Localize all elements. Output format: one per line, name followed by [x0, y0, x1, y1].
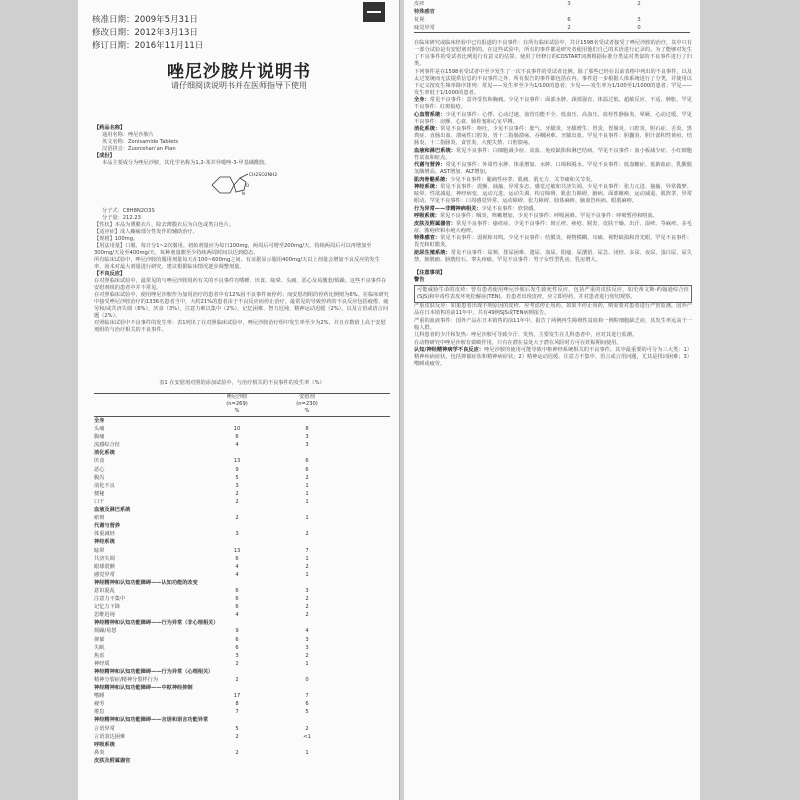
table-row — [94, 466, 390, 474]
table-row — [94, 611, 390, 619]
table-cell-drug: 8 — [235, 701, 239, 708]
table-cell-placebo: 2 — [305, 563, 309, 570]
table-row — [94, 587, 390, 595]
system-section-text: 常见不良事件：意外受伤和胸痛。少见不良事件：面部水肿、颈部强直、体温过低、超敏反应、不适、肿胀。罕见不良事件：红斑狼疮。 — [414, 97, 692, 110]
table-header-blank — [94, 394, 202, 416]
table-cell-drug: 2 — [567, 25, 571, 32]
table-cell-event: 口干 — [94, 498, 105, 505]
table-cell-placebo — [272, 449, 342, 457]
table-cell-drug: 6 — [235, 636, 239, 643]
table-cell-event: 烦躁/易怒 — [94, 628, 117, 635]
table-cell-placebo: <1 — [303, 733, 311, 740]
system-section — [414, 250, 692, 264]
table-cell-drug: 13 — [233, 547, 241, 554]
specification-text: 【规格】100mg。 — [94, 236, 139, 242]
table-cell-drug: 2 — [235, 498, 239, 505]
ingredient-heading: 【成份】 — [94, 153, 115, 159]
table-cell-placebo: 0 — [305, 677, 309, 683]
drug-name-section — [94, 125, 390, 167]
table-cell-drug — [202, 417, 272, 425]
approval-date: 核准日期：2009年5月31日 — [92, 15, 198, 25]
system-section-heading: 特殊感官： — [414, 235, 441, 241]
table-row — [94, 530, 390, 538]
table-cell-event: 注意力不集中 — [94, 596, 126, 603]
right-text-block — [414, 40, 692, 369]
table-row — [414, 24, 690, 32]
table-cell-drug: 10 — [233, 426, 241, 433]
table-row — [94, 708, 390, 716]
table-cell-placebo: 1 — [305, 482, 309, 489]
table-cell-drug: 3 — [567, 1, 571, 7]
table-cell-drug — [202, 449, 272, 457]
table-cell-placebo: 3 — [305, 434, 309, 441]
table-row — [94, 555, 390, 563]
table-header-drug: 唑尼沙胺 (n=269) % — [226, 394, 248, 414]
table-cell-placebo: 4 — [305, 628, 309, 635]
table-cell-drug: 2 — [235, 515, 239, 522]
table-cell-placebo: 0 — [637, 25, 641, 32]
drug-details-section — [94, 208, 390, 334]
system-sections — [414, 97, 692, 264]
table-row — [94, 692, 390, 700]
system-section — [414, 126, 692, 147]
table-cell-placebo: 2 — [305, 612, 309, 619]
ingredient-text: 本品主要成分为唑尼沙胺，其化学名称为1,2-苯并异噁唑-3-甲基磺酰胺。 — [102, 160, 270, 166]
table-cell-placebo: 1 — [305, 515, 309, 522]
table-cell-drug: 9 — [235, 628, 239, 635]
table-cell-event: 思维迟钝 — [94, 612, 115, 619]
table-cell-drug: 6 — [235, 587, 239, 594]
table-row — [94, 595, 390, 603]
right-document-page — [404, 0, 700, 800]
table-cell-event: 神经精神和认知功能障碍——行为异常（心理相关） — [94, 668, 214, 675]
english-name: 英文名称：Zonisamide Tablets — [102, 139, 179, 145]
system-section — [414, 177, 692, 184]
table-row — [414, 16, 690, 24]
table-cell-drug: 6 — [567, 17, 571, 24]
table-cell-placebo: 2 — [637, 1, 641, 7]
table-cell-drug: 2 — [235, 490, 239, 497]
revision-dates — [92, 14, 203, 53]
table-cell-event: 意识混乱 — [94, 587, 115, 594]
table-cell-event: 神经精神和认知功能障碍——行为异常（非心理相关） — [94, 620, 219, 627]
table-row — [94, 490, 390, 498]
blood-event-text: 严重的血液事件：国外产品在日本销售的前11年中，报告了两例再生障碍性贫血和一例粒细胞缺乏症，其发生率远高于一般人群。 — [414, 317, 692, 331]
table-cell-drug: 5 — [235, 725, 239, 732]
table-cell-event: 复视 — [414, 17, 425, 24]
table-row — [94, 571, 390, 579]
table-cell-placebo — [272, 579, 342, 587]
table-cell-placebo: 6 — [305, 458, 309, 465]
table-cell-event: 言语表达困难 — [94, 733, 126, 740]
table-cell-event: 流感综合征 — [94, 442, 120, 449]
system-section-heading: 全身： — [414, 97, 430, 103]
table-row — [94, 482, 390, 490]
system-section-heading: 代谢与营养： — [414, 162, 446, 168]
table-cell-drug — [202, 538, 272, 546]
system-section-text: 少见不良事件：心悸、心动过速、血管功能不全、低血压、高血压、血栓性静脉炎、晕厥、心动过缓。罕见不良事件：房颤、心衰、肺栓塞和心室早搏。 — [414, 111, 692, 125]
system-section-heading: 皮肤及附属器官： — [414, 220, 456, 227]
dosage-text: 【用法用量】口服，每日分1~2次服用。初始剂量应为每日100mg，两周后可增至200mg/天，持续两周后可以再增加至300mg/天及至400mg/天，每种剂量都至少持续两周时间以达到稳态。 — [94, 243, 372, 256]
table-cell-placebo: 1 — [305, 749, 309, 756]
system-section-text: 常见不良事件：弱视和耳鸣。少见不良事件：结膜炎、视物模糊、耳痛、视野缺损和青光眼。罕见不良事件：畏光和虹膜炎。 — [414, 235, 692, 248]
table-row — [94, 579, 390, 587]
system-section-text: 常见不良事件：震颤、抽搐、异常步态、感觉过敏和共济失调。少见不良事件：张力亢进、抽搐、异常做梦、眩晕、性欲减退、神经病变、运动亢进、运动失调、构音障碍、肌张力障碍、脑病、面部瘫痪、运动减退、肌阵挛、异常眼动。罕见不良事件：口周感觉异常、运动障碍、张力障碍、肢体麻痹、脑血管疾病、眼肌麻痹。 — [414, 184, 692, 204]
table-cell-drug — [202, 684, 272, 692]
table-cell-event: 特殊感官 — [414, 9, 435, 16]
cognitive-text: 唑尼沙胺的使用可能导致中枢神经系统相关的不良事件。其中最重要的可分为三大类：1）精神疾病症状，包括抑郁症状和精神病症状；2）精神运动迟缓、注意力不集中、语言或言语问题，尤其是找词困难；3）嗜睡或疲劳。 — [414, 347, 692, 367]
table-cell-event: 疲劳 — [94, 701, 105, 708]
pregnancy-text: 在动物研究中唑尼沙胺有致畸作用，只有在潜在益处大于潜在风险时方可在妊娠期间使用。 — [414, 339, 622, 346]
pinyin-name: 汉语拼音：Zuonishan'an Pian — [102, 146, 176, 152]
system-section — [414, 184, 692, 205]
adverse-para-1: 在临床研究或临床经验中已有报道的不良事件：在所有临床试验中，共计1598名受试者接受了唑尼沙胺的治疗，其中只有一部分试验是有安慰剂对照的。在这些试验中，所有的事件都是研究者使用他们自己的术语进行记录的。为了能够对发生了不良事件的受试者比例进行有意义的估算，使用了经修订的COSTART词典根据标准分类法对类似的不良事件进行了归类。 — [414, 40, 692, 67]
system-section-text: 常见不良事件：瘙痒症。少见不良事件：斑丘疹、痤疮、脱发、皮肤干燥、出汗、湿疹、荨麻疹、多毛症、脓疱疹和水疱大疱疹。 — [414, 220, 692, 234]
adverse-text-3: 对照临床试验中不良事件的发生率：表1列出了在对照临床试验中，唑尼沙胺治疗组中发生率至少为2%，并且在数值上高于安慰剂组的与治疗相关的不良事件。 — [94, 320, 386, 333]
table-row — [94, 700, 390, 708]
table-cell-placebo: 5 — [305, 709, 309, 716]
table-row — [94, 636, 390, 644]
table-cell-placebo: 2 — [305, 596, 309, 603]
adverse-para-2: 下列事件是在1598名受试者中至少发生了一次不良事件的受试者比例。除了那些已经在以前表格中列出的不良事件，以及太过笼统而无法提供信息的不良事件之外，所有报告的事件都包括在内。事件进一步根据人体系统进行了分类，并使用以下定义按发生频率降序排列：常见——发生率至少为1/100的患者；少见——发生率为1/100至1/1000的患者；罕见——发生率低于1/1000的患者。 — [414, 68, 692, 96]
table-cell-placebo: 1 — [305, 490, 309, 497]
table-cell-placebo — [272, 757, 342, 765]
table-cell-drug: 13 — [233, 458, 241, 465]
table-cell-event: 共济失调 — [94, 555, 115, 562]
cognitive-heading: 认知/神经精神病学不良反应： — [414, 347, 485, 353]
table-row — [94, 725, 390, 733]
table-cell-placebo — [272, 417, 342, 425]
table-cell-drug: 4 — [235, 563, 239, 570]
table-row — [94, 668, 390, 676]
table-cell-event: 消化不良 — [94, 482, 115, 489]
system-section-text: 少见不良事件：腿痛性痉挛、肌痛、肌无力、关节痛和关节炎。 — [450, 176, 596, 183]
table-row — [94, 563, 390, 571]
table-cell-event: 腹痛 — [94, 434, 105, 441]
table-cell-event: 代谢与营养 — [94, 523, 120, 530]
system-section-heading: 消化系统： — [414, 126, 441, 132]
table-header-placebo: 安慰剂 (n=230) % — [296, 394, 318, 414]
table-row — [94, 522, 390, 530]
table-cell-event: 血液及淋巴系统 — [94, 507, 131, 514]
table-cell-placebo: 2 — [305, 725, 309, 732]
warning-heading: 警告 — [414, 277, 425, 283]
table-cell-event: 神经精神和认知功能障碍——中枢神经抑制 — [94, 685, 193, 692]
table-cell-drug — [202, 668, 272, 676]
table-cell-placebo: 8 — [305, 426, 309, 433]
dosage-text-2: 所有临床试验中，唑尼沙胺的服用剂量每天在100~600mg之间。有证据显示服用400mg/天以上剂量会增加不良反应的发生率，尚未对最大剂量进行研究，建议根据临床情况逐步调整剂量。 — [94, 257, 380, 270]
table-cell-drug: 6 — [235, 434, 239, 441]
table-cell-event: 全身 — [94, 418, 105, 424]
table-cell-placebo: 1 — [305, 571, 309, 578]
table-cell-placebo: 3 — [305, 587, 309, 594]
table-row — [94, 498, 390, 506]
table-cell-event: 失眠 — [94, 644, 105, 651]
table-cell-placebo: 7 — [305, 547, 309, 554]
table-cell-event: 皮肤及附属器官 — [94, 757, 131, 764]
table-body — [94, 417, 390, 765]
table-cell-placebo — [272, 716, 342, 724]
table-row — [94, 514, 390, 522]
table-cell-event: 头痛 — [94, 426, 105, 433]
table-cell-placebo: 2 — [305, 531, 309, 538]
table-cell-drug: 3 — [235, 482, 239, 489]
molecular-formula: 分子式：C8H8N2O3S — [102, 208, 155, 214]
table-cell-placebo — [272, 619, 342, 627]
table-cell-event: 厌食 — [94, 458, 105, 465]
system-section-heading: 血液和淋巴系统： — [414, 147, 456, 154]
table-cell-drug: 6 — [235, 596, 239, 603]
table-cell-drug — [202, 619, 272, 627]
table-row — [94, 441, 390, 449]
table-header-row — [94, 394, 390, 416]
table-row — [94, 684, 390, 692]
table-cell-event: 皮疹 — [414, 1, 425, 7]
table-row — [94, 433, 390, 441]
system-section — [414, 221, 692, 235]
table-cell-placebo: 1 — [305, 555, 309, 562]
table-cell-placebo — [272, 741, 342, 749]
table-cell-event: 神经精神和认知功能障碍——认知功能的改变 — [94, 579, 198, 586]
table-cell-placebo: 1 — [305, 660, 309, 667]
system-section — [414, 148, 692, 162]
table-cell-drug: 2 — [235, 733, 239, 740]
character-text: 【性状】本品为薄膜衣片，除去薄膜衣后为白色或类白色片。 — [94, 222, 235, 228]
system-section-heading: 神经系统： — [414, 184, 441, 190]
table-cell-placebo: 3 — [637, 17, 641, 24]
table-cell-drug — [202, 522, 272, 530]
table-row — [94, 676, 390, 684]
system-section — [414, 112, 692, 126]
table-cell-drug: 6 — [235, 644, 239, 651]
table-row — [94, 538, 390, 546]
table-row — [414, 0, 690, 8]
table-cell-event: 瘀斑 — [94, 515, 105, 522]
table-row — [94, 660, 390, 668]
document-subtitle: 请仔细阅读说明书并在医师指导下使用 — [171, 81, 307, 90]
table-cell-drug: 17 — [233, 693, 241, 700]
header-mark — [363, 2, 385, 22]
table-cell-drug: 6 — [235, 555, 239, 562]
table-cell-event: 味觉异常 — [414, 25, 435, 32]
table-cell-placebo — [604, 8, 674, 16]
table-cell-event: 言语异常 — [94, 725, 115, 732]
table-cell-drug: 2 — [235, 660, 239, 667]
table-cell-placebo: 1 — [305, 498, 309, 505]
table-cell-event: 神经质 — [94, 660, 110, 667]
adverse-heading: 【不良反应】 — [94, 271, 126, 277]
pediatric-text: 儿科患者的少汗和发热：唑尼沙胺可导致少汗、发热，主要发生在儿科患者中，应对其进行监测。 — [414, 332, 638, 338]
adverse-text: 在对照临床试验中，最常见的与唑尼沙胺用药有关的不良事件有嗜睡、厌食、眩晕、头痛、恶心及易激惹/烦躁。这些不良事件在安慰剂组的患者中并不常见。 — [94, 278, 387, 291]
table-cell-event: 呼吸系统 — [94, 741, 115, 748]
table-cell-placebo — [272, 684, 342, 692]
table-cell-event: 嗜睡 — [94, 693, 105, 700]
table-row — [94, 749, 390, 757]
table-cell-event: 抑郁 — [94, 636, 105, 643]
system-section-heading: 呼吸系统： — [414, 213, 440, 219]
table-row — [94, 619, 390, 627]
svg-text:N: N — [242, 191, 245, 196]
table-cell-event: 记忆力下降 — [94, 604, 120, 611]
table-row — [94, 449, 390, 457]
system-section-heading: 心血管系统： — [414, 111, 446, 118]
molecular-weight: 分子量：212.23 — [102, 215, 141, 221]
system-section — [414, 97, 692, 111]
system-section-text: 常见不良事件：白细胞减少症、贫血、免疫缺陷和淋巴结病。罕见不良事件：血小板减少症、小红细胞性贫血和瘀点。 — [414, 147, 692, 161]
table-cell-drug: 2 — [235, 749, 239, 756]
table-cell-drug: 2 — [235, 677, 239, 683]
system-section — [414, 162, 692, 176]
table-cell-drug — [534, 8, 604, 16]
table-cell-event: 精神分裂症/精神分裂样行为 — [94, 677, 158, 683]
table-row — [94, 547, 390, 555]
table-cell-placebo: 3 — [305, 636, 309, 643]
table-cell-drug — [202, 506, 272, 514]
table-row — [94, 627, 390, 635]
table-cell-placebo: 2 — [305, 474, 309, 481]
adverse-text-2: 在对照临床试验中，使用唑尼沙胺作为加用治疗的患者中有12%因不良事件而停药；而安慰剂组的停药比例则为6%。在临床研究中接受唑尼沙胺治疗的1336名患者当中，大约21%的患者由于不良反应而停止治疗。最常见的导致停药的不良反应包括疲倦、疲劳和/或共济失调（6%），厌食（3%），注意力难以集中（2%），记忆困难、智力迟钝、精神运动迟缓（2%），以及言语或语言问题（2%）。 — [94, 292, 389, 319]
system-section — [414, 235, 692, 249]
table-row — [94, 425, 390, 433]
table-cell-event: 眼球震颤 — [94, 563, 115, 570]
system-section-text: 常见不良事件：呕吐。少见不良事件：胀气、牙龈炎、牙龈增生、胃炎、胃肠炎、口腔炎、胆石症、舌炎、黑粪症、直肠出血、溃疡性口腔炎、胃十二指肠溃疡、吞咽困难、牙龈出血。罕见不良事件：胆囊炎、胆汁淤积性黄疸、结肠炎、十二指肠炎、食管炎、大便失禁、口腔溃疡。 — [414, 126, 692, 146]
document-title: 唑尼沙胺片说明书 — [167, 62, 311, 82]
table-row — [94, 652, 390, 660]
precautions-heading: 【注意事项】 — [414, 269, 446, 276]
table-cell-placebo — [272, 538, 342, 546]
table-continuation — [414, 0, 690, 33]
table-cell-placebo — [272, 506, 342, 514]
table-cell-drug: 4 — [235, 571, 239, 578]
table-caption: 表1 在安慰剂对照的添加试验中，与治疗相关的不良事件的发生率（%） — [159, 380, 325, 386]
table-cell-drug: 7 — [235, 709, 239, 716]
table-cell-drug — [202, 757, 272, 765]
modify-date: 修改日期：2012年3月13日 — [92, 28, 198, 38]
table-row — [94, 733, 390, 741]
table-cell-drug — [202, 741, 272, 749]
table-cell-placebo: 7 — [305, 693, 309, 700]
table-row — [94, 757, 390, 765]
structure-label: CH2SO2NH2 — [249, 173, 278, 178]
table-row — [94, 716, 390, 724]
table-cell-event: 感觉异常 — [94, 571, 115, 578]
table-cell-drug: 5 — [235, 474, 239, 481]
system-section-text: 常见不良事件：咽炎、咳嗽增加。少见不良事件：呼吸困难。罕见不良事件：呼吸暂停和咯血。 — [439, 213, 658, 219]
table-cell-event: 体重减轻 — [94, 531, 115, 538]
table-cell-placebo: 2 — [305, 604, 309, 611]
table-cell-event: 眩晕 — [94, 547, 105, 554]
system-section-text: 常见不良事件：尿频、排尿困难、遗尿、血尿、阳痿、尿潴留、尿急、闭经、多尿、夜尿、蛋白尿、尿失禁、膀胱痛、膀胱结石、睾丸疼痛。罕见不良事件：男子女性型乳房、乳房增大。 — [414, 249, 692, 263]
table-row — [94, 741, 390, 749]
adverse-events-table — [94, 393, 390, 765]
drug-name-heading: 【药品名称】 — [94, 125, 126, 131]
system-section-heading: 泌尿生殖系统： — [414, 249, 451, 256]
table-row — [94, 644, 390, 652]
table-row — [414, 8, 690, 16]
left-document-page — [78, 0, 400, 800]
system-section-text: 常见不良事件：外周性水肿、体重增加、水肿、口渴和脱水。罕见不良事件：低血糖症、低钠血症、乳酸脱氢酶增高、AST增加、ALT增加。 — [414, 162, 692, 175]
table-cell-placebo — [272, 668, 342, 676]
table-cell-placebo: 3 — [305, 644, 309, 651]
skin-reaction-text: 严重皮肤反应：如果患者出现不明原因的皮疹，应考虑停止用药。如果不停止用药，则需要对患者进行严密监测。国外产品在日本销售的前11年中，共有49例SJS或TEN病例报告。 — [414, 303, 692, 316]
table-cell-event: 腹泻 — [94, 474, 105, 481]
table-cell-event: 焦虑 — [94, 652, 105, 659]
system-section-heading: 行为异常——非精神病相关： — [414, 205, 482, 212]
table-cell-placebo — [272, 522, 342, 530]
table-cell-drug: 4 — [235, 612, 239, 619]
table-cell-placebo: 6 — [305, 701, 309, 708]
table-cell-placebo: 3 — [305, 442, 309, 449]
table-cell-event: 鼻炎 — [94, 749, 105, 756]
table-cell-event: 消化系统 — [94, 450, 115, 457]
table-cell-event: 神经精神和认知功能障碍——言语和语言功能异常 — [94, 717, 209, 724]
table-cell-drug: 9 — [235, 466, 239, 473]
table-cell-event: 恶心 — [94, 466, 105, 473]
table-cell-placebo: 2 — [305, 652, 309, 659]
system-section — [414, 213, 692, 220]
system-section — [414, 206, 692, 213]
system-section-heading: 肌肉骨骼系统： — [414, 176, 451, 183]
indication-text: 【适应症】成人癫痫部分性发作的辅助治疗。 — [94, 229, 198, 235]
table-cell-event: 便秘 — [94, 490, 105, 497]
revise-date: 修订日期：2016年11月11日 — [92, 41, 204, 51]
table-cell-event: 神经系统 — [94, 539, 115, 546]
table-row — [94, 417, 390, 425]
table-row — [94, 506, 390, 514]
table-cell-drug: 4 — [235, 442, 239, 449]
table-cell-drug: 3 — [235, 531, 239, 538]
table-cell-drug — [202, 579, 272, 587]
table-row — [94, 603, 390, 611]
system-section-text: 少见不良事件：欣快感。 — [481, 205, 539, 212]
generic-name: 通用名称：唑尼沙胺片 — [102, 132, 154, 138]
table-row — [94, 474, 390, 482]
svg-text:O: O — [246, 183, 250, 188]
table-cell-event: 倦怠 — [94, 709, 105, 716]
warning-box: 可能威胁生命的皮疹：曾有患者使用唑尼沙胺后发生致死性反应，包括严重的皮肤反应，如史蒂文斯-约翰逊综合征(SJS)和中毒性表皮坏死松解症(TEN)。若患者出现皮疹，应立即停药，并对患者进行密切观察。 — [414, 285, 692, 303]
table-cell-drug: 6 — [235, 604, 239, 611]
table-row — [94, 457, 390, 465]
chemical-structure-image — [206, 168, 286, 202]
table-cell-placebo: 6 — [305, 466, 309, 473]
table-cell-drug: 3 — [235, 652, 239, 659]
table-cell-drug — [202, 716, 272, 724]
